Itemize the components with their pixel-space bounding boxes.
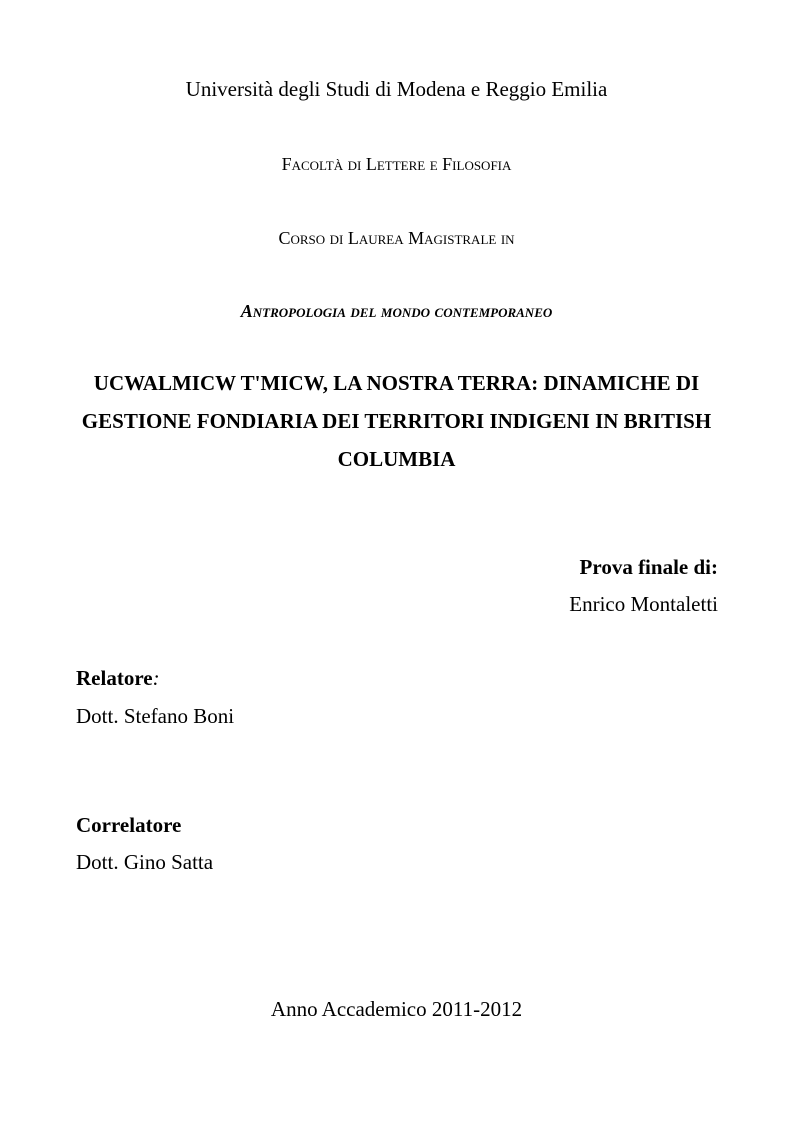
candidate-name: Enrico Montaletti: [569, 592, 718, 616]
faculty-name: Facoltà di Lettere e Filosofia: [281, 154, 512, 174]
advisor-label-line: [76, 665, 160, 691]
academic-year: Anno Accademico 2011-2012: [270, 997, 523, 1021]
candidate-label: Prova finale di:: [579, 555, 718, 579]
course-name: Corso di Laurea Magistrale in: [278, 228, 515, 248]
program-name: Antropologia del mondo contemporaneo: [240, 301, 553, 321]
co-advisor-label: Correlatore: [76, 813, 182, 837]
co-advisor-name: Dott. Gino Satta: [76, 850, 214, 874]
advisor-name: Dott. Stefano Boni: [76, 704, 235, 728]
advisor-label-colon: :: [152, 666, 160, 690]
thesis-title: UCWALMICW T'MICW, LA NOSTRA TERRA: DINAMICHE DI GESTIONE FONDIARIA DEI TERRITORI INDIGENI IN BRITISH COLUMBIA: [81, 371, 712, 471]
advisor-label: Relatore: [76, 666, 153, 690]
university-name: Università degli Studi di Modena e Reggio Emilia: [185, 77, 608, 101]
